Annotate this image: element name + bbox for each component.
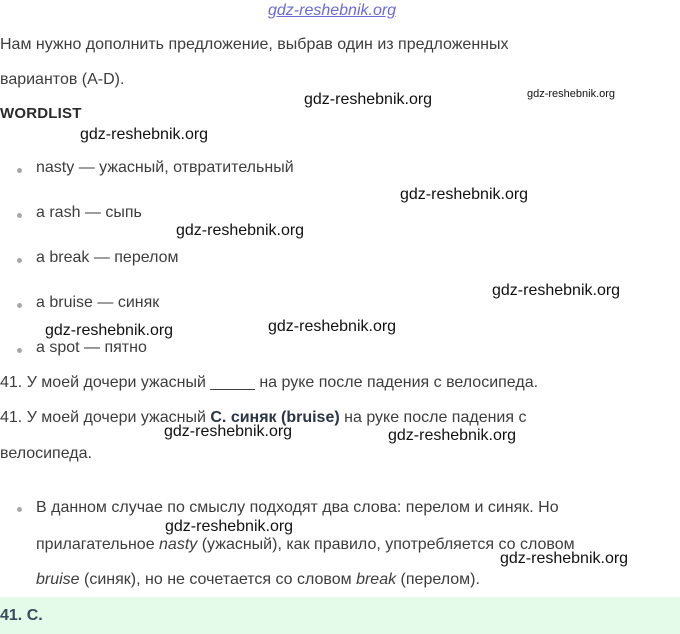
bullet-icon bbox=[17, 348, 22, 353]
bullet-icon bbox=[17, 258, 22, 263]
answer-panel bbox=[0, 597, 680, 634]
watermark: gdz-reshebnik.org bbox=[80, 126, 209, 143]
watermark: gdz-reshebnik.org bbox=[500, 550, 629, 567]
watermark: gdz-reshebnik.org bbox=[400, 186, 529, 203]
watermark: gdz-reshebnik.org bbox=[165, 518, 294, 535]
filled-prefix: 41. У моей дочери ужасный bbox=[0, 409, 211, 426]
explanation-term: break bbox=[356, 571, 397, 588]
intro-line-1: Нам нужно дополнить предложение, выбрав один из предложенных bbox=[0, 36, 509, 53]
explanation-line-2 bbox=[36, 535, 575, 555]
bullet-icon bbox=[17, 213, 22, 218]
filled-answer: C. синяк (bruise) bbox=[210, 409, 340, 426]
explanation-text: (перелом). bbox=[396, 571, 480, 588]
explanation-line-3 bbox=[36, 570, 480, 590]
watermark: gdz-reshebnik.org bbox=[304, 91, 433, 108]
explanation-text: прилагательное bbox=[36, 536, 160, 553]
explanation-term: bruise bbox=[36, 571, 80, 588]
bullet-icon bbox=[17, 168, 22, 173]
filled-sentence-line-2: велосипеда. bbox=[0, 445, 92, 462]
watermark: gdz-reshebnik.org bbox=[268, 318, 397, 335]
question-text: 41. У моей дочери ужасный _____ на руке после падения с велосипеда. bbox=[0, 374, 539, 391]
explanation-line-1: В данном случае по смыслу подходят два слова: перелом и синяк. Но bbox=[36, 499, 559, 516]
explanation-text: (ужасный), как правило, употребляется со словом bbox=[197, 536, 575, 553]
answer-text: 41. C. bbox=[0, 607, 43, 624]
bullet-icon bbox=[17, 507, 22, 512]
list-item-text: a spot — пятно bbox=[36, 339, 147, 356]
watermark: gdz-reshebnik.org bbox=[388, 427, 517, 444]
filled-suffix: на руке после падения с bbox=[339, 409, 527, 426]
watermark: gdz-reshebnik.org bbox=[45, 322, 174, 339]
bullet-icon bbox=[17, 303, 22, 308]
list-item-text: a break — перелом bbox=[36, 249, 179, 266]
list-item-text: nasty — ужасный, отвратительный bbox=[36, 159, 294, 176]
watermark: gdz-reshebnik.org bbox=[492, 282, 621, 299]
watermark: gdz-reshebnik.org bbox=[176, 222, 305, 239]
watermark: gdz-reshebnik.org bbox=[527, 88, 616, 100]
watermark: gdz-reshebnik.org bbox=[164, 423, 293, 440]
wordlist-heading: WORDLIST bbox=[0, 105, 82, 122]
watermark-top: gdz-reshebnik.org bbox=[268, 2, 397, 19]
explanation-term: nasty bbox=[159, 536, 198, 553]
intro-line-2: вариантов (A-D). bbox=[0, 71, 125, 88]
list-item-text: a bruise — синяк bbox=[36, 294, 160, 311]
explanation-text: (синяк), но не сочетается со словом bbox=[79, 571, 357, 588]
list-item-text: a rash — сыпь bbox=[36, 204, 142, 221]
